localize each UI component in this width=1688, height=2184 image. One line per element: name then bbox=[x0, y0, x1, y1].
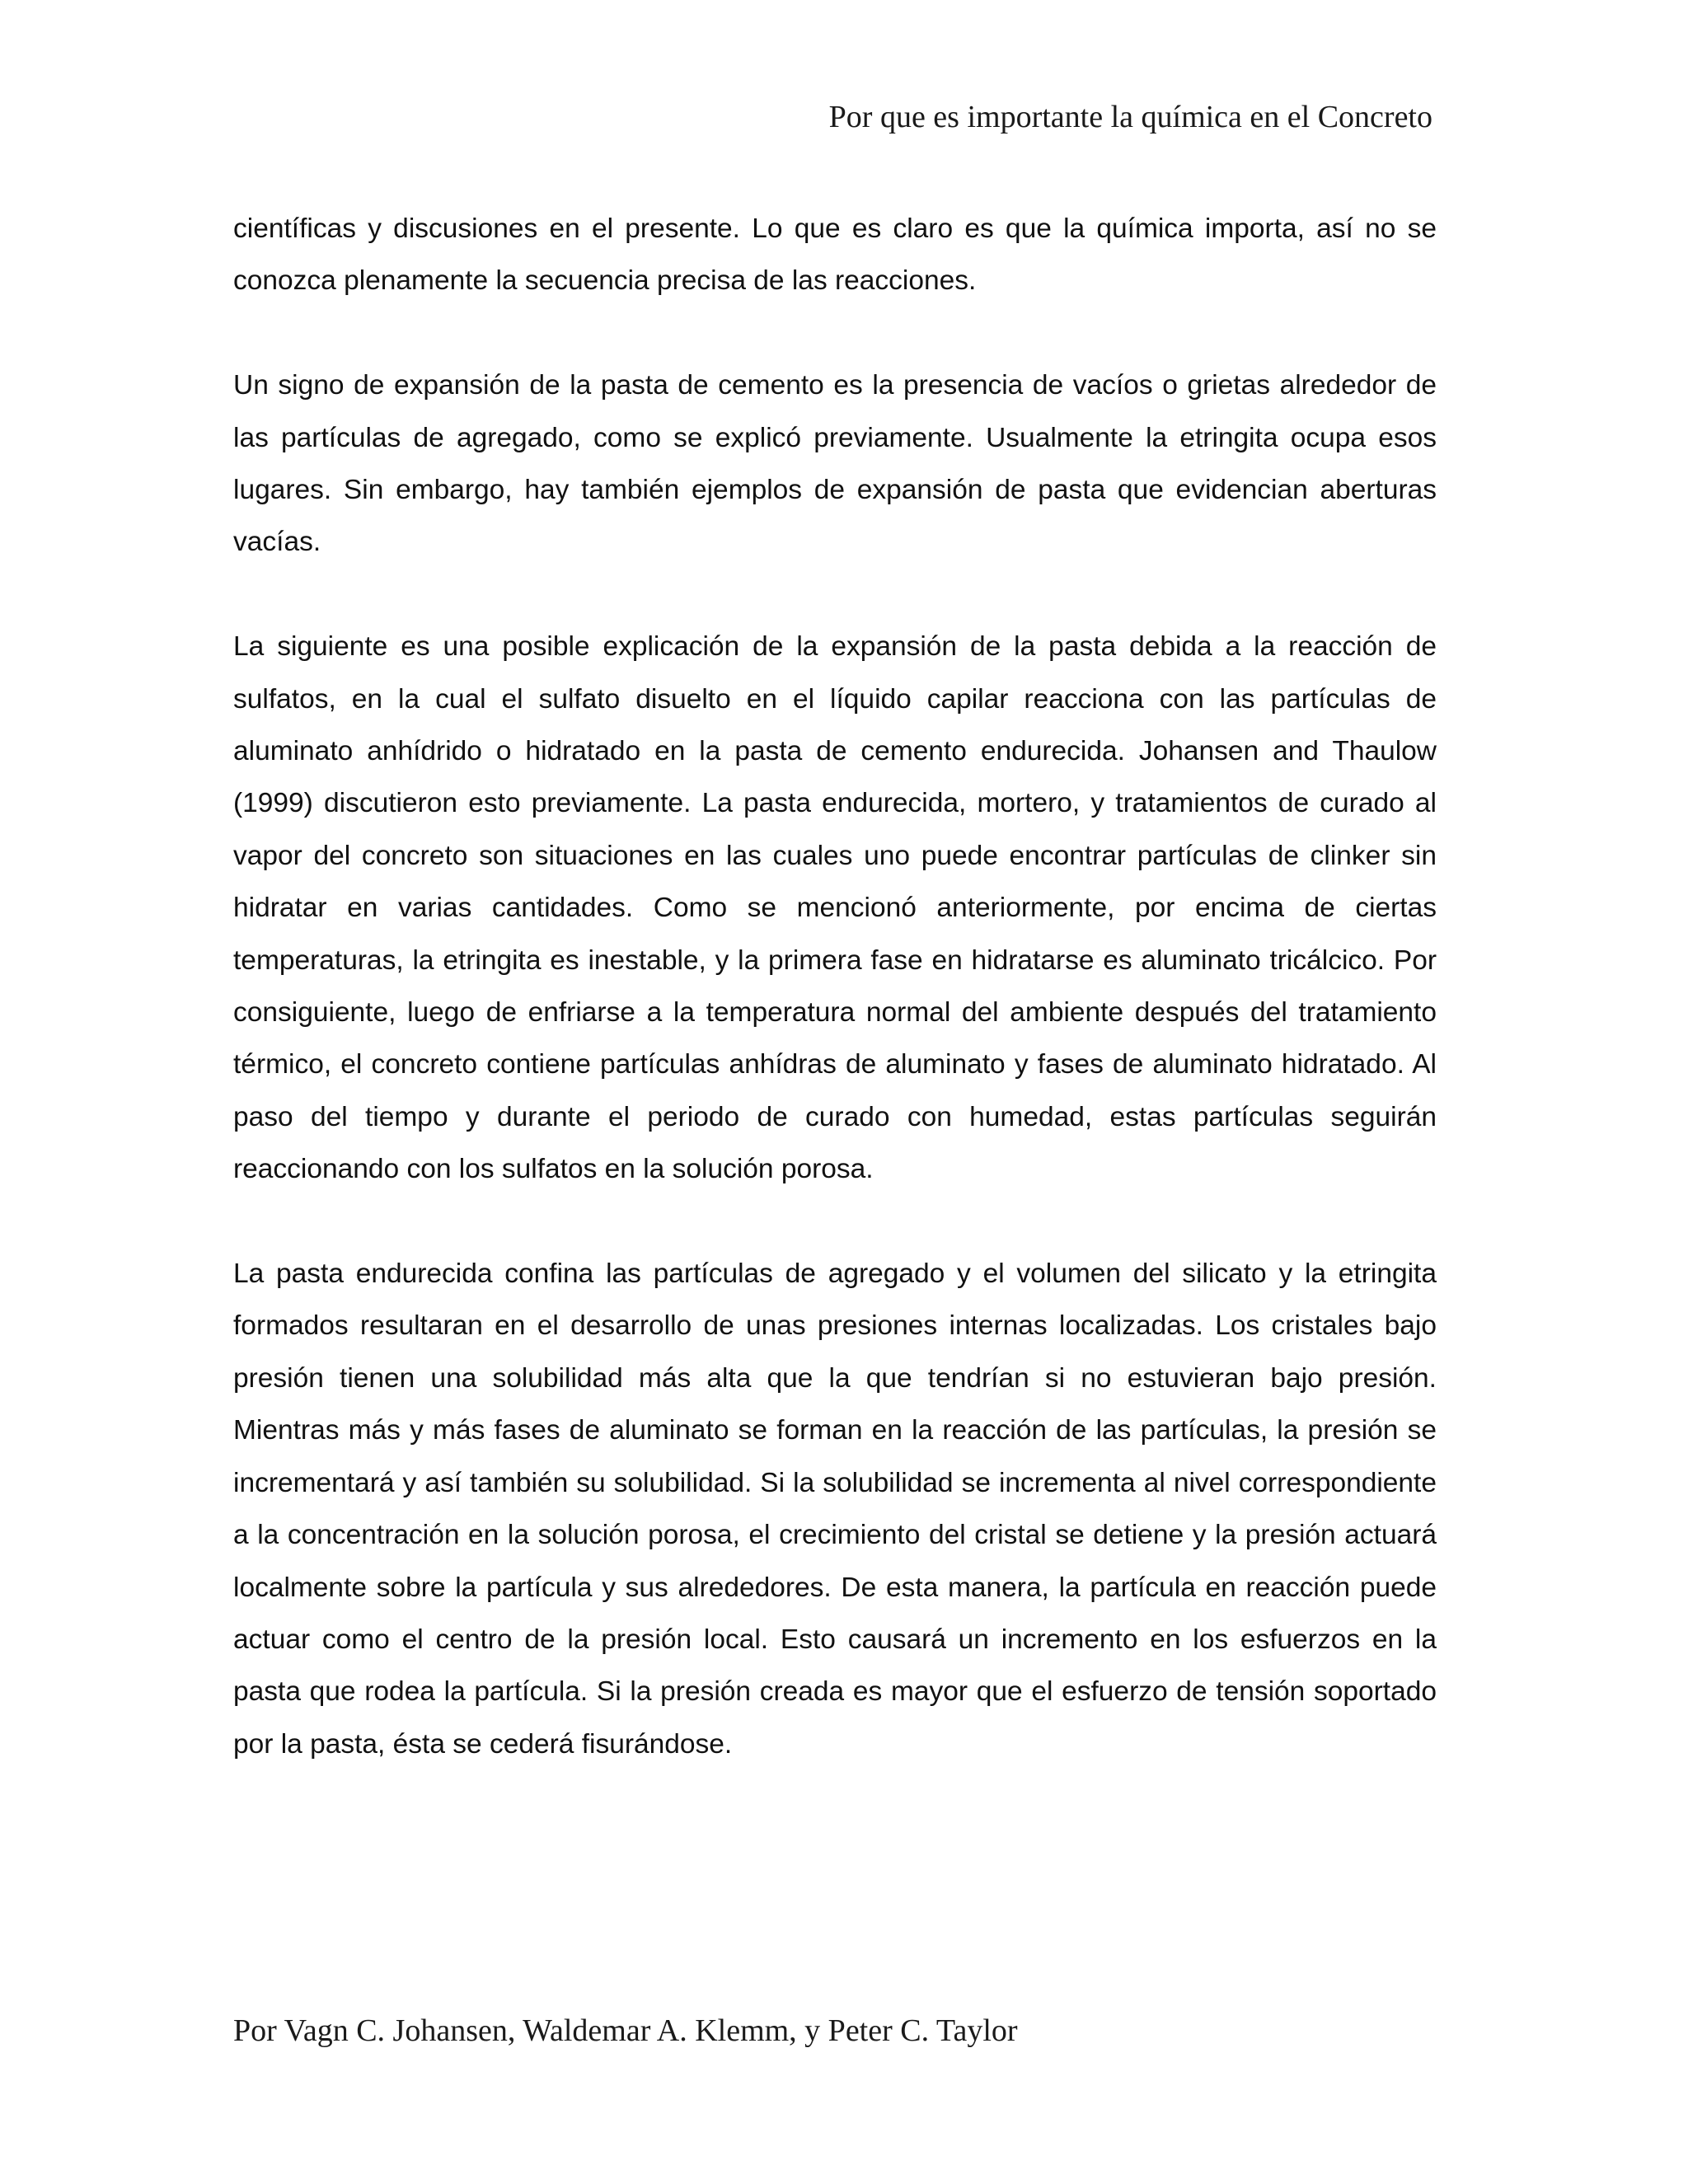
running-footer-authors: Por Vagn C. Johansen, Waldemar A. Klemm, y Peter C. Taylor bbox=[233, 2013, 1018, 2048]
running-header: Por que es importante la química en el Concreto bbox=[828, 100, 1432, 134]
paragraph-3: La siguiente es una posible explicación de la expansión de la pasta debida a la reacción de sulfatos, en la cual el sulfato disuelto en el líquido capilar reacciona con las partículas de aluminato anhídrido o hidratado en la pasta de cemento endurecida. Johansen and Thaulow (1999) discutieron esto previamente. La pasta endurecida, mortero, y tratamientos de curado al vapor del concreto son situaciones en las cuales uno puede encontrar partículas de clinker sin hidratar en varias cantidades. Como se mencionó anteriormente, por encima de ciertas temperaturas, la etringita es inestable, y la primera fase en hidratarse es aluminato tricálcico. Por consiguiente, luego de enfriarse a la temperatura normal del ambiente después del tratamiento térmico, el concreto contiene partículas anhídras de aluminato y fases de aluminato hidratado. Al paso del tiempo y durante el periodo de curado con humedad, estas partículas seguirán reaccionando con los sulfatos en la solución porosa. bbox=[233, 631, 1437, 1185]
body-text bbox=[233, 203, 1437, 1770]
paragraph-1: científicas y discusiones en el presente. Lo que es claro es que la química importa, así no se conozca plenamente la secuencia precisa de las reacciones. bbox=[233, 213, 1437, 297]
paragraph-2: Un signo de expansión de la pasta de cemento es la presencia de vacíos o grietas alrededor de las partículas de agregado, como se explicó previamente. Usualmente la etringita ocupa esos lugares. Sin embargo, hay también ejemplos de expansión de pasta que evidencian aberturas vacías. bbox=[233, 370, 1437, 558]
paragraph-4: La pasta endurecida confina las partículas de agregado y el volumen del silicato y la etringita formados resultaran en el desarrollo de unas presiones internas localizadas. Los cristales bajo presión tienen una solubilidad más alta que la que tendrían si no estuvieran bajo presión. Mientras más y más fases de aluminato se forman en la reacción de las partículas, la presión se incrementará y así también su solubilidad. Si la solubilidad se incrementa al nivel correspondiente a la concentración en la solución porosa, el crecimiento del cristal se detiene y la presión actuará localmente sobre la partícula y sus alrededores. De esta manera, la partícula en reacción puede actuar como el centro de la presión local. Esto causará un incremento en los esfuerzos en la pasta que rodea la partícula. Si la presión creada es mayor que el esfuerzo de tensión soportado por la pasta, ésta se cederá fisurándose. bbox=[233, 1258, 1437, 1760]
